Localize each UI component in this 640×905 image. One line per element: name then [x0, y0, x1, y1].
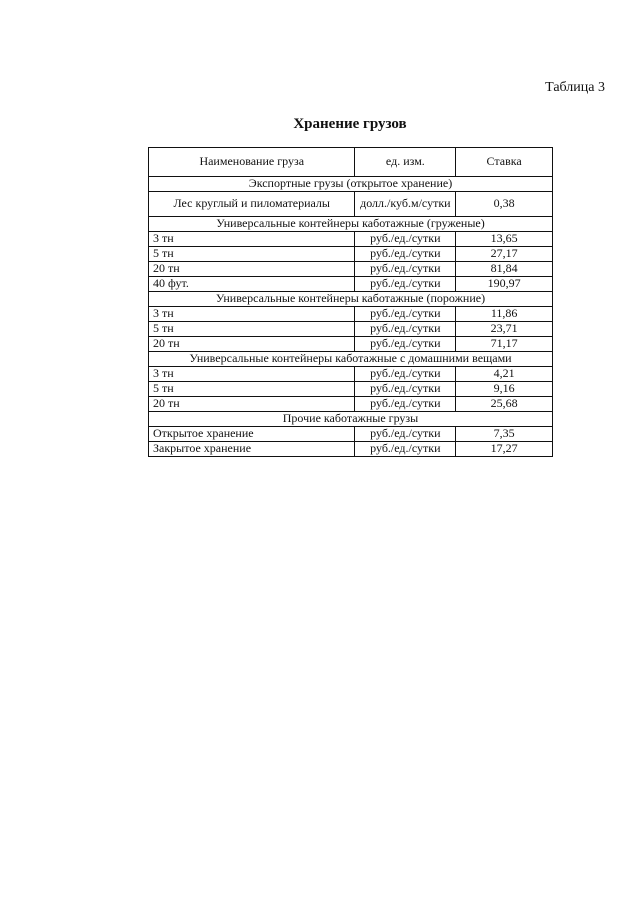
table-row: [149, 397, 553, 412]
document-title: Хранение грузов: [293, 116, 407, 132]
unit-cell: руб./ед./сутки: [355, 367, 456, 382]
table-row: [149, 192, 553, 217]
rate-cell: 4,21: [456, 367, 553, 382]
section-heading-row: [149, 292, 553, 307]
unit-cell: руб./ед./сутки: [355, 322, 456, 337]
table-number: Таблица 3: [545, 80, 605, 95]
table-header-row: [149, 148, 553, 177]
section-heading-row: [149, 412, 553, 427]
section-heading: Универсальные контейнеры каботажные (порожние): [149, 292, 553, 307]
table-row: [149, 262, 553, 277]
unit-cell: руб./ед./сутки: [355, 277, 456, 292]
section-heading-row: [149, 352, 553, 367]
header-rate: Ставка: [456, 148, 553, 177]
unit-cell: руб./ед./сутки: [355, 442, 456, 457]
section-heading: Универсальные контейнеры каботажные с домашними вещами: [149, 352, 553, 367]
rate-cell: 11,86: [456, 307, 553, 322]
unit-cell: долл./куб.м/сутки: [355, 192, 456, 217]
unit-cell: руб./ед./сутки: [355, 307, 456, 322]
rate-cell: 25,68: [456, 397, 553, 412]
table-row: [149, 277, 553, 292]
section-heading: Экспортные грузы (открытое хранение): [149, 177, 553, 192]
table-row: [149, 307, 553, 322]
unit-cell: руб./ед./сутки: [355, 262, 456, 277]
table-row: [149, 232, 553, 247]
unit-cell: руб./ед./сутки: [355, 247, 456, 262]
table-row: [149, 367, 553, 382]
cargo-name-cell: Лес круглый и пиломатериалы: [149, 192, 355, 217]
unit-cell: руб./ед./сутки: [355, 382, 456, 397]
cargo-name-cell: 3 тн: [149, 307, 355, 322]
header-cargo-name: Наименование груза: [149, 148, 355, 177]
storage-rates-table: [148, 147, 553, 457]
rate-cell: 27,17: [456, 247, 553, 262]
section-heading-row: [149, 177, 553, 192]
section-heading: Универсальные контейнеры каботажные (груженые): [149, 217, 553, 232]
cargo-name-cell: 20 тн: [149, 397, 355, 412]
table-row: [149, 247, 553, 262]
cargo-name-cell: 5 тн: [149, 382, 355, 397]
unit-cell: руб./ед./сутки: [355, 232, 456, 247]
table-row: [149, 382, 553, 397]
cargo-name-cell: 3 тн: [149, 232, 355, 247]
cargo-name-cell: 5 тн: [149, 247, 355, 262]
cargo-name-cell: 20 тн: [149, 262, 355, 277]
header-unit: ед. изм.: [355, 148, 456, 177]
cargo-name-cell: 40 фут.: [149, 277, 355, 292]
cargo-name-cell: Закрытое хранение: [149, 442, 355, 457]
section-heading-row: [149, 217, 553, 232]
unit-cell: руб./ед./сутки: [355, 397, 456, 412]
cargo-name-cell: 5 тн: [149, 322, 355, 337]
rate-cell: 13,65: [456, 232, 553, 247]
table-row: [149, 427, 553, 442]
table-row: [149, 322, 553, 337]
rate-cell: 71,17: [456, 337, 553, 352]
table-body: [149, 177, 553, 457]
unit-cell: руб./ед./сутки: [355, 337, 456, 352]
cargo-name-cell: 3 тн: [149, 367, 355, 382]
unit-cell: руб./ед./сутки: [355, 427, 456, 442]
table-row: [149, 337, 553, 352]
rate-cell: 9,16: [456, 382, 553, 397]
rate-cell: 23,71: [456, 322, 553, 337]
cargo-name-cell: 20 тн: [149, 337, 355, 352]
rate-cell: 0,38: [456, 192, 553, 217]
rate-cell: 17,27: [456, 442, 553, 457]
table-row: [149, 442, 553, 457]
rate-cell: 190,97: [456, 277, 553, 292]
cargo-name-cell: Открытое хранение: [149, 427, 355, 442]
rate-cell: 7,35: [456, 427, 553, 442]
rate-cell: 81,84: [456, 262, 553, 277]
section-heading: Прочие каботажные грузы: [149, 412, 553, 427]
